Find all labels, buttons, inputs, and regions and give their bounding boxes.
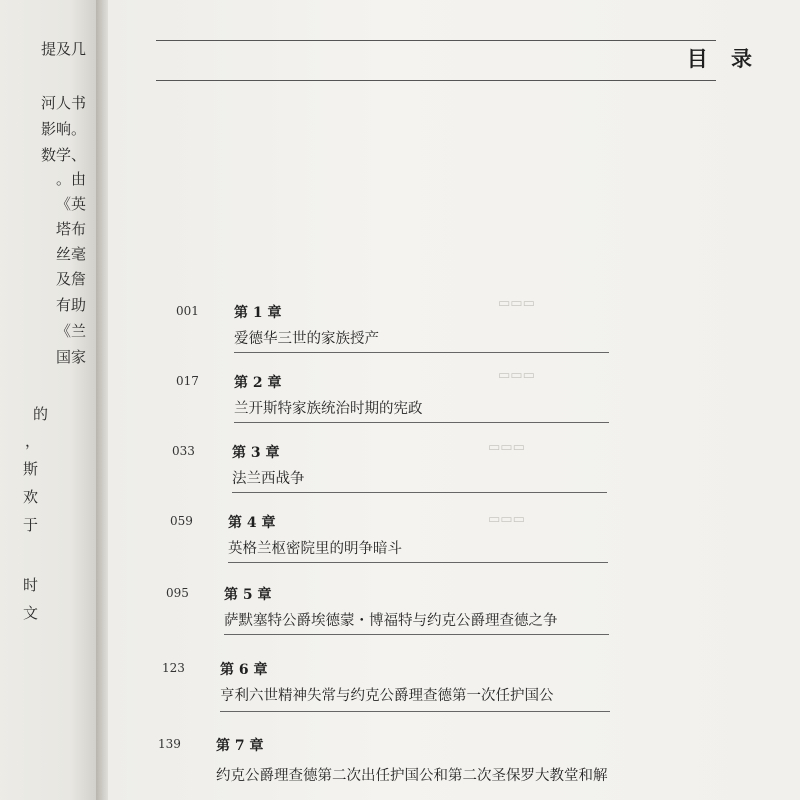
left-page-line: 有助 — [55, 296, 86, 314]
toc-page-number: 017 — [176, 374, 199, 388]
toc-chapter-label: 第 2 章 — [234, 375, 282, 391]
show-through-text: ▭▭▭ — [498, 296, 535, 311]
show-through-text: ▭▭▭ — [488, 512, 525, 527]
toc-page-number: 095 — [166, 586, 189, 600]
toc-chapter-title: 萨默塞特公爵埃德蒙・博福特与约克公爵理查德之争 — [224, 613, 558, 629]
left-page-line: 数学、 — [40, 146, 86, 164]
show-through-text: ▭▭▭ — [498, 368, 535, 383]
page-title: 目 录 — [686, 46, 760, 71]
toc-chapter-title: 约克公爵理查德第二次出任护国公和第二次圣保罗大教堂和解 — [216, 768, 608, 784]
left-page-line: 斯 — [22, 460, 38, 478]
toc-divider — [228, 562, 608, 563]
left-page-line: 于 — [22, 516, 38, 534]
toc-divider — [232, 492, 607, 493]
left-page-line: 。由 — [55, 170, 86, 188]
toc-chapter-label: 第 6 章 — [220, 662, 268, 678]
toc-chapter-title: 亨利六世精神失常与约克公爵理查德第一次任护国公 — [220, 688, 554, 704]
toc-page-number: 139 — [158, 737, 181, 751]
left-page-line: 塔布 — [55, 220, 86, 238]
toc-chapter-title: 兰开斯特家族统治时期的宪政 — [234, 401, 423, 417]
show-through-text: ▭▭▭ — [488, 440, 525, 455]
left-page-line: 丝毫 — [55, 245, 86, 263]
left-page-line: 提及几 — [40, 40, 86, 58]
toc-chapter-title: 英格兰枢密院里的明争暗斗 — [228, 541, 402, 557]
right-page — [108, 0, 800, 800]
toc-chapter-label: 第 4 章 — [228, 515, 276, 531]
toc-chapter-label: 第 5 章 — [224, 587, 272, 603]
toc-page-number: 001 — [176, 304, 199, 318]
toc-page-number: 123 — [162, 661, 185, 675]
left-page-line: 《兰 — [55, 322, 86, 340]
left-page-line: 及詹 — [55, 270, 86, 288]
toc-divider — [234, 352, 609, 353]
left-page-line: 文 — [22, 604, 38, 622]
toc-divider — [220, 711, 610, 712]
left-page-line: 河人书 — [40, 94, 86, 112]
left-page-line: 的 — [32, 405, 48, 423]
toc-chapter-title: 爱德华三世的家族授产 — [234, 331, 379, 347]
toc-divider — [224, 634, 609, 635]
left-page-line: 时 — [22, 576, 38, 594]
left-page-line: 影响。 — [40, 120, 86, 138]
title-rule-bottom — [156, 80, 716, 81]
left-page-line: 国家 — [55, 348, 86, 366]
left-page — [0, 0, 100, 800]
toc-chapter-label: 第 7 章 — [216, 738, 264, 754]
title-rule-top — [156, 40, 716, 41]
left-page-line: 《英 — [55, 195, 86, 213]
left-page-line: 欢 — [22, 488, 38, 506]
toc-page-number: 033 — [172, 444, 195, 458]
toc-chapter-title: 法兰西战争 — [232, 471, 305, 487]
toc-divider — [234, 422, 609, 423]
left-page-line: ， — [24, 432, 40, 450]
toc-chapter-label: 第 1 章 — [234, 305, 282, 321]
toc-chapter-label: 第 3 章 — [232, 445, 280, 461]
toc-page-number: 059 — [170, 514, 193, 528]
